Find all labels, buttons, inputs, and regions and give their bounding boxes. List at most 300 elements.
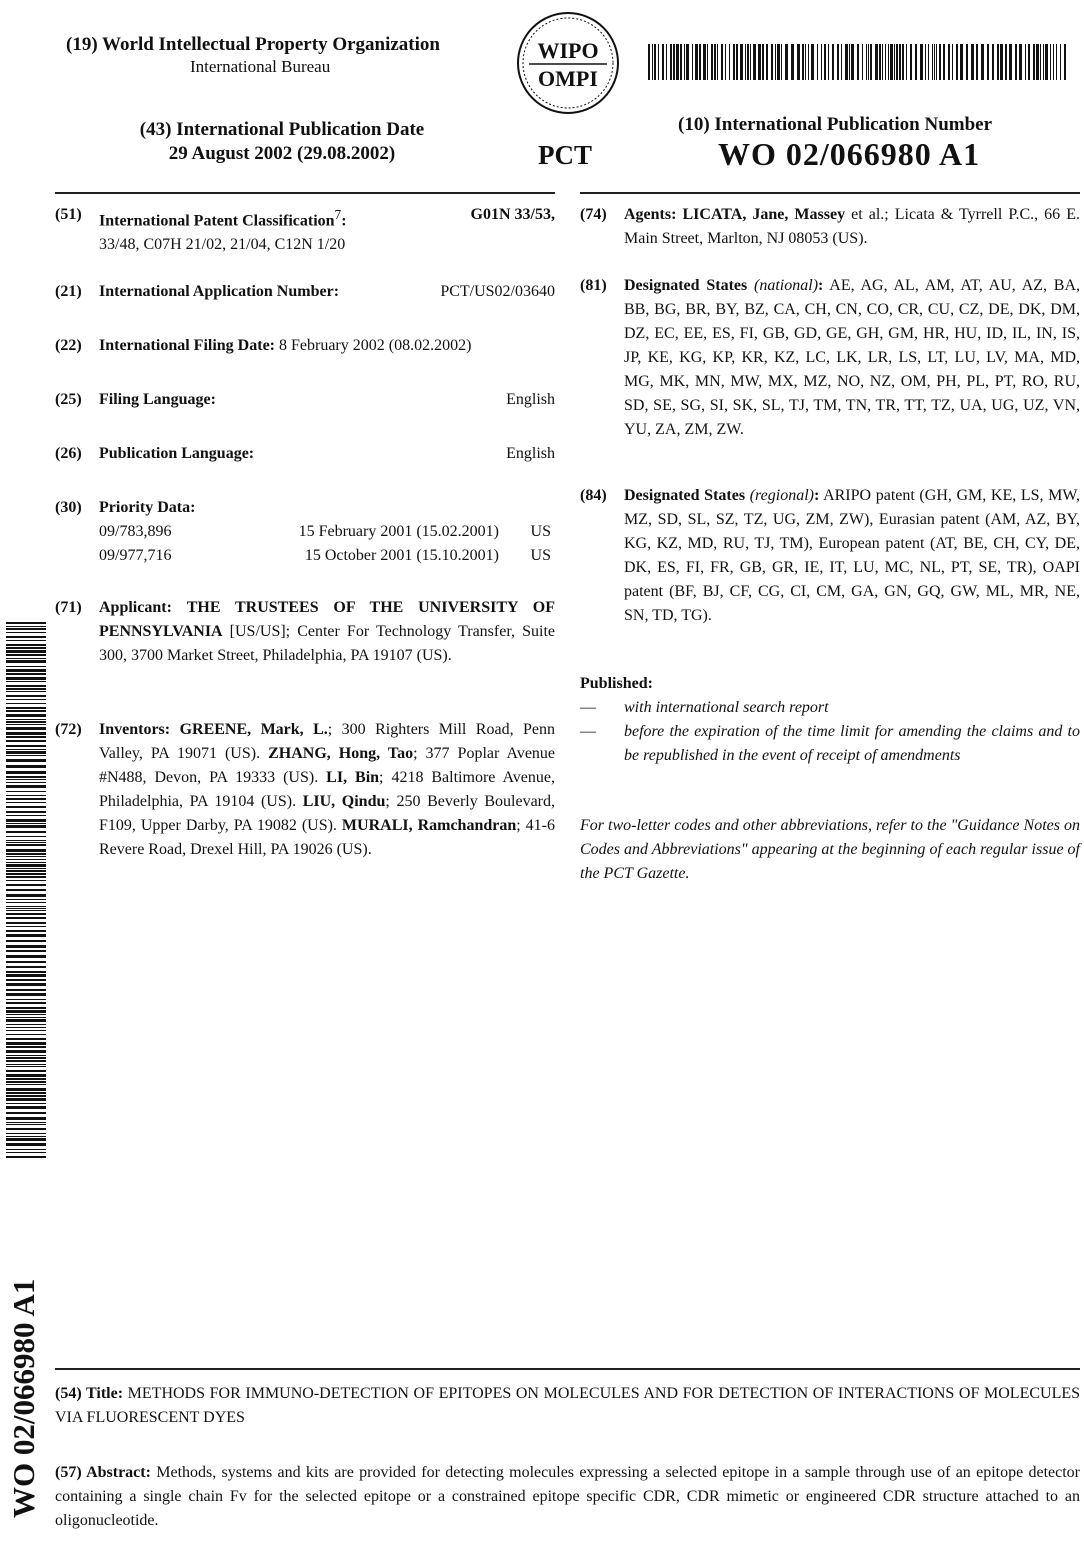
barcode-bar: [6, 749, 46, 750]
inventor-address: ; 250 Beverly Boulevard, F109, Upper Darby, PA 19082 (US).: [99, 793, 555, 834]
barcode-bar: [6, 688, 46, 690]
barcode-bar: [6, 930, 46, 932]
barcode-bar: [6, 644, 46, 646]
barcode-bar: [894, 44, 895, 80]
barcode-bar: [6, 691, 46, 692]
barcode-bar: [1028, 44, 1030, 80]
barcode-bar: [6, 1092, 46, 1094]
barcode-bar: [6, 880, 46, 881]
field-30-priority-data: [55, 496, 555, 568]
barcode-bar: [695, 44, 698, 80]
published-item: [580, 696, 1080, 720]
barcode-bar: [1064, 44, 1066, 80]
barcode-bar: [6, 710, 46, 712]
barcode-bar: [6, 724, 46, 725]
barcode-bar: [6, 1156, 46, 1158]
barcode-bar: [906, 44, 907, 80]
barcode-bar: [6, 806, 46, 808]
barcode-bar: [824, 44, 826, 80]
barcode-bar: [6, 654, 46, 656]
barcode-bar: [747, 44, 749, 80]
barcode-bar: [673, 44, 675, 80]
barcode-bar: [6, 1112, 46, 1114]
barcode-bar: [6, 732, 46, 735]
barcode-bar: [934, 44, 935, 80]
barcode-bar: [6, 782, 46, 783]
barcode-bar: [6, 1046, 46, 1048]
title-label: (54) Title:: [55, 1385, 123, 1402]
barcode-bar: [6, 993, 46, 996]
field-22-filing-date: [55, 334, 555, 358]
field-label: Designated States: [624, 277, 747, 294]
barcode-bar: [6, 862, 46, 863]
barcode-bar: [6, 989, 46, 991]
barcode-bar: [6, 1081, 46, 1083]
barcode-bar: [6, 1030, 46, 1031]
field-72-inventors: [55, 718, 555, 862]
barcode-bar: [997, 44, 999, 80]
barcode-bar: [6, 1122, 46, 1123]
barcode-bar: [6, 811, 46, 813]
barcode-bar: [6, 626, 46, 627]
vertical-publication-number: [2, 1220, 42, 1520]
barcode-bar: [762, 44, 764, 80]
field-number: (21): [55, 280, 99, 304]
priority-number: 09/977,716: [99, 544, 249, 568]
barcode-bar: [6, 776, 46, 778]
abstract-label: (57) Abstract:: [55, 1464, 151, 1481]
barcode-bar: [1019, 44, 1022, 80]
barcode-bar: [6, 622, 46, 624]
organization-header: [66, 34, 496, 78]
barcode-bar: [6, 1103, 46, 1104]
barcode-bar: [1036, 44, 1039, 80]
barcode-bar: [717, 44, 718, 80]
barcode-bar: [939, 44, 941, 80]
barcode-bar: [845, 44, 848, 80]
barcode-bar: [902, 44, 904, 80]
barcode-bar: [817, 44, 818, 80]
field-21-application-number: [55, 280, 555, 304]
barcode-bar: [960, 44, 963, 80]
barcode-bar: [662, 44, 664, 80]
barcode-bar: [808, 44, 809, 80]
barcode-bar: [6, 1002, 46, 1004]
barcode-bar: [1053, 44, 1054, 80]
barcode-bar: [6, 1078, 46, 1080]
barcode-bar: [1045, 44, 1048, 80]
wipo-logo: [515, 8, 621, 118]
barcode-bar: [870, 44, 872, 80]
field-number: (81): [580, 274, 624, 442]
barcode-bar: [925, 44, 926, 80]
barcode-bar: [890, 44, 893, 80]
barcode-bar: [6, 1042, 46, 1045]
barcode-bar: [837, 44, 839, 80]
national-states: AE, AG, AL, AM, AT, AU, AZ, BA, BB, BG, BR, BY, BZ, CA, CH, CN, CO, CR, CU, CZ, DE, DK, DM, DZ, EC, EE, ES, FI, GB, GD, GE, GH, GM, HR, HU, ID, IL, IN, IS, JP, KE, KG, KP, KR, KZ, LC, LK, LR, LS, LT, LU, LV, MA, MD, MG, MK, MN, MW, MX, MZ, NO, NZ, OM, PH, PL, PT, RO, RU, SD, SE, SG, SI, SK, SL, TJ, TM, TN, TR, TT, TZ, UA, UG, UZ, VN, YU, ZA, ZM, ZW.: [624, 277, 1080, 438]
barcode-bar: [862, 44, 863, 80]
barcode-bar: [992, 44, 994, 80]
barcode-bar: [6, 1007, 46, 1009]
field-label: Applicant:: [99, 599, 172, 616]
barcode-bar: [6, 971, 46, 973]
barcode-bar: [6, 685, 46, 687]
published-item: [580, 720, 1080, 768]
barcode-bar: [6, 719, 46, 720]
barcode-bar: [896, 44, 898, 80]
barcode-bar: [6, 703, 46, 704]
barcode-bar: [6, 840, 46, 841]
field-qualifier: (national): [754, 277, 818, 294]
barcode-bar: [6, 889, 46, 891]
publication-date-block: [112, 118, 452, 166]
barcode-bar: [6, 823, 46, 824]
barcode-bar: [6, 849, 46, 852]
filing-date: 8 February 2002 (08.02.2002): [279, 337, 471, 354]
barcode-bar: [6, 1143, 46, 1146]
inventor-name: LI, Bin: [326, 769, 379, 786]
barcode-bar: [6, 974, 46, 977]
barcode-bar: [6, 785, 46, 788]
filing-language: English: [506, 388, 555, 412]
barcode-bar: [666, 44, 667, 80]
barcode-bar: [857, 44, 859, 80]
barcode-bar: [6, 1019, 46, 1022]
barcode-bar: [775, 44, 776, 80]
field-25-filing-language: [55, 388, 555, 412]
barcode-bar: [915, 44, 917, 80]
barcode-bar: [805, 44, 806, 80]
agent-name: LICATA, Jane, Massey: [682, 206, 845, 223]
barcode-bar: [6, 917, 46, 919]
barcode-bar: [920, 44, 923, 80]
barcode-bar: [6, 1057, 46, 1059]
barcode-bar: [6, 795, 46, 796]
barcode-bar: [6, 647, 46, 649]
priority-date: 15 February 2001 (15.02.2001): [249, 520, 499, 544]
field-number: (30): [55, 496, 99, 568]
barcode-bar: [6, 628, 46, 630]
barcode-bar: [966, 44, 968, 80]
label-colon: :: [818, 277, 823, 294]
barcode-bar: [6, 791, 46, 792]
field-81-designated-national: [580, 274, 1080, 442]
barcode-bar: [6, 1050, 46, 1053]
barcode-bar: [692, 44, 693, 80]
list-dash: —: [580, 720, 624, 768]
barcode-bar: [932, 44, 933, 80]
barcode-bar: [6, 913, 46, 915]
priority-date: 15 October 2001 (15.10.2001): [249, 544, 499, 568]
barcode-bar: [785, 44, 788, 80]
barcode-bar: [6, 955, 46, 958]
pct-label: PCT: [538, 140, 592, 171]
barcode-bar: [6, 1138, 46, 1141]
barcode-bar: [652, 44, 653, 80]
barcode-bar: [1040, 44, 1041, 80]
field-label: Filing Language:: [99, 388, 216, 412]
abbreviations-note: For two-letter codes and other abbreviations, refer to the "Guidance Notes on Codes and Abbreviations" appearing at the beginning of each regular issue of the PCT Gazette.: [580, 814, 1080, 886]
barcode-bar: [6, 650, 46, 653]
barcode-bar: [6, 765, 46, 768]
barcode-bar: [1050, 44, 1051, 80]
field-number: (25): [55, 388, 99, 412]
barcode-bar: [6, 1064, 46, 1065]
field-label: Designated States: [624, 487, 745, 504]
barcode-bar: [6, 1149, 46, 1150]
barcode-bar: [6, 1106, 46, 1109]
barcode-bar: [6, 740, 46, 742]
barcode-bar: [948, 44, 950, 80]
barcode-bar: [771, 44, 773, 80]
barcode-bar: [6, 831, 46, 833]
barcode-bar: [6, 868, 46, 869]
barcode-bar: [750, 44, 751, 80]
barcode-bar: [6, 1017, 46, 1018]
barcode-bar: [879, 44, 881, 80]
field-label: International Filing Date:: [99, 337, 275, 354]
barcode-bar: [6, 1133, 46, 1134]
priority-row: [99, 544, 555, 568]
barcode-bar: [6, 1088, 46, 1091]
barcode-bar: [6, 1014, 46, 1015]
barcode-bar: [766, 44, 768, 80]
bottom-rule: [55, 1368, 1080, 1370]
label-colon: :: [814, 487, 819, 504]
field-label: International Patent Classification: [99, 212, 335, 229]
barcode-bar: [6, 961, 46, 963]
priority-country: US: [499, 544, 551, 568]
barcode-bar: [1043, 44, 1044, 80]
barcode-bar: [6, 640, 46, 641]
bureau-name: International Bureau: [66, 56, 496, 78]
barcode-bar: [6, 922, 46, 924]
barcode-bar: [6, 632, 46, 633]
field-26-publication-language: [55, 442, 555, 466]
barcode-bar: [1056, 44, 1057, 80]
barcode-bar: [802, 44, 804, 80]
barcode-bar: [875, 44, 878, 80]
barcode-bar: [6, 983, 46, 986]
barcode-bar: [936, 44, 937, 80]
title-text: METHODS FOR IMMUNO-DETECTION OF EPITOPES ON MOLECULES AND FOR DETECTION OF INTERACTIONS OF MOLECULES VIA FLUORESCENT DYES: [55, 1385, 1080, 1426]
barcode-bar: [6, 859, 46, 860]
barcode-bar: [6, 798, 46, 800]
barcode-bar: [6, 815, 46, 816]
barcode-bar: [6, 699, 46, 700]
inventor-address: ; 4218 Baltimore Avenue, Philadelphia, PA 19104 (US).: [99, 769, 555, 810]
barcode-bar: [6, 979, 46, 981]
barcode-bar: [6, 926, 46, 927]
barcode-bar: [6, 681, 46, 682]
barcode-bar: [6, 759, 46, 762]
barcode-bar: [6, 1027, 46, 1028]
barcode-bar: [684, 44, 685, 80]
barcode-bar: [6, 842, 46, 843]
barcode-bar: [1060, 44, 1061, 80]
barcode-bar: [6, 819, 46, 822]
barcode-bar: [6, 1084, 46, 1085]
publication-barcode: [648, 44, 1068, 80]
barcode-bar: [6, 755, 46, 756]
priority-number: 09/783,896: [99, 520, 249, 544]
barcode-bar: [6, 825, 46, 828]
barcode-bar: [6, 934, 46, 937]
inventor-address: ; 41-6 Revere Road, Drexel Hill, PA 19026 (US).: [99, 817, 555, 858]
field-number: (84): [580, 484, 624, 628]
barcode-bar: [729, 44, 730, 80]
barcode-bar: [885, 44, 886, 80]
barcode-bar: [6, 940, 46, 942]
label-colon: :: [341, 212, 346, 229]
barcode-bar: [6, 884, 46, 886]
agent-address: et al.; Licata & Tyrrell P.C., 66 E. Main Street, Marlton, NJ 08053 (US).: [624, 206, 1080, 247]
barcode-bar: [6, 1124, 46, 1125]
application-number: PCT/US02/03640: [440, 280, 555, 304]
barcode-bar: [676, 44, 679, 80]
field-number: (26): [55, 442, 99, 466]
barcode-bar: [6, 1128, 46, 1130]
barcode-bar: [6, 844, 46, 846]
barcode-bar: [1000, 44, 1003, 80]
barcode-bar: [841, 44, 842, 80]
barcode-bar: [6, 1098, 46, 1101]
barcode-bar: [6, 736, 46, 738]
field-label: Publication Language:: [99, 442, 254, 466]
barcode-bar: [6, 873, 46, 875]
publication-language: English: [506, 442, 555, 466]
barcode-bar: [1015, 44, 1017, 80]
barcode-bar: [910, 44, 912, 80]
edition-superscript: 7: [335, 207, 342, 222]
list-dash: —: [580, 696, 624, 720]
published-section: [580, 672, 1080, 768]
organization-name: (19) World Intellectual Property Organization: [66, 34, 496, 56]
barcode-bar: [6, 802, 46, 803]
field-number: (51): [55, 203, 99, 257]
barcode-bar: [6, 1095, 46, 1097]
barcode-bar: [849, 44, 850, 80]
barcode-bar: [832, 44, 834, 80]
barcode-bar: [6, 1024, 46, 1025]
barcode-bar: [6, 836, 46, 837]
barcode-bar: [777, 44, 780, 80]
barcode-bar: [6, 771, 46, 774]
barcode-bar: [928, 44, 929, 80]
barcode-bar: [654, 44, 656, 80]
barcode-bar: [6, 666, 46, 667]
barcode-bar: [956, 44, 958, 80]
published-item-text: with international search report: [624, 696, 829, 720]
barcode-bar: [6, 1055, 46, 1056]
barcode-bar: [745, 44, 746, 80]
barcode-bar: [6, 1070, 46, 1072]
publication-number: WO 02/066980 A1: [718, 136, 980, 173]
published-label: Published:: [580, 675, 653, 692]
barcode-bar: [6, 906, 46, 907]
barcode-bar: [987, 44, 989, 80]
field-label: Priority Data:: [99, 499, 195, 516]
field-74-agents: [580, 203, 1080, 251]
barcode-bar: [791, 44, 794, 80]
barcode-bar: [707, 44, 708, 80]
barcode-bar: [6, 660, 46, 663]
barcode-bar: [6, 876, 46, 878]
field-84-designated-regional: [580, 484, 1080, 628]
barcode-bar: [686, 44, 689, 80]
barcode-bar: [952, 44, 953, 80]
field-71-applicant: [55, 596, 555, 668]
field-label: Inventors:: [99, 721, 170, 738]
barcode-bar: [6, 945, 46, 948]
inventor-name: GREENE, Mark, L.: [180, 721, 328, 738]
inventor-name: MURALI, Ramchandran: [342, 817, 516, 834]
applicant-address: [US/US]; Center For Technology Transfer, Suite 300, 3700 Market Street, Philadelphia, PA 19107 (US).: [99, 623, 555, 664]
barcode-bar: [6, 856, 46, 857]
barcode-bar: [6, 999, 46, 1000]
barcode-bar: [758, 44, 761, 80]
barcode-bar: [6, 779, 46, 780]
barcode-bar: [6, 1060, 46, 1062]
field-number: (71): [55, 596, 99, 668]
barcode-bar: [648, 44, 650, 80]
barcode-bar: [6, 707, 46, 709]
barcode-bar: [6, 751, 46, 754]
classification-code: G01N 33/53,: [471, 203, 555, 233]
barcode-bar: [6, 902, 46, 903]
barcode-bar: [753, 44, 756, 80]
barcode-bar: [711, 44, 713, 80]
barcode-bar: [6, 899, 46, 900]
field-label: Agents:: [624, 206, 676, 223]
barcode-bar: [6, 1074, 46, 1077]
inventor-name: ZHANG, Hong, Tao: [268, 745, 413, 762]
barcode-bar: [721, 44, 723, 80]
barcode-bar: [6, 894, 46, 897]
barcode-bar: [866, 44, 867, 80]
logo-bottom-text: OMPI: [538, 66, 598, 91]
barcode-bar: [976, 44, 978, 80]
barcode-bar: [6, 745, 46, 747]
barcode-bar: [888, 44, 889, 80]
barcode-bar: [6, 1034, 46, 1035]
applicant-name: THE TRUSTEES OF THE UNIVERSITY OF PENNSYLVANIA: [99, 599, 555, 640]
barcode-bar: [1033, 44, 1035, 80]
barcode-bar: [6, 636, 46, 638]
barcode-bar: [680, 44, 682, 80]
vertical-number-text: WO 02/066980 A1: [6, 1279, 41, 1518]
barcode-bar: [6, 1010, 46, 1013]
header-rule-right: [580, 192, 1080, 194]
field-51-classification: [55, 203, 555, 257]
barcode-bar: [6, 695, 46, 697]
barcode-bar: [971, 44, 974, 80]
publication-number-label: (10) International Publication Number: [678, 114, 992, 136]
barcode-bar: [868, 44, 869, 80]
barcode-bar: [943, 44, 945, 80]
field-qualifier: (regional): [750, 487, 814, 504]
barcode-bar: [725, 44, 726, 80]
barcode-bar: [6, 908, 46, 909]
barcode-bar: [851, 44, 854, 80]
field-number: (74): [580, 203, 624, 251]
field-number: (22): [55, 334, 99, 358]
barcode-bar: [6, 714, 46, 717]
barcode-bar: [6, 669, 46, 672]
barcode-bar: [6, 1117, 46, 1120]
inventor-address: ; 300 Righters Mill Road, Penn Valley, PA 19071 (US).: [99, 721, 555, 762]
barcode-bar: [6, 727, 46, 730]
